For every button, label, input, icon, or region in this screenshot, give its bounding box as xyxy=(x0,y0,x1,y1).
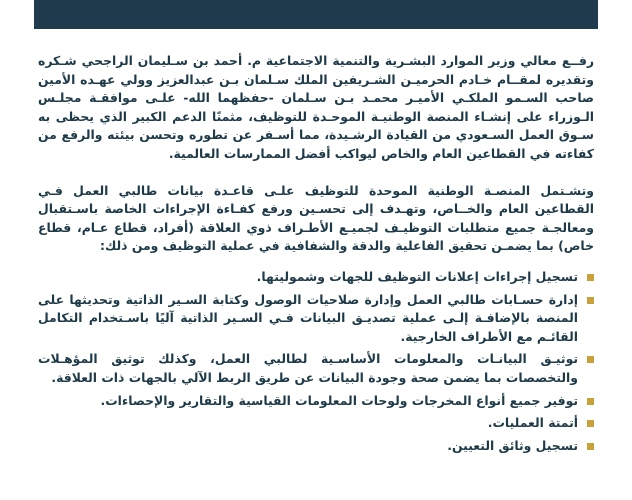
list-item xyxy=(38,392,594,411)
list-item xyxy=(38,268,594,287)
list-item-text: توثيـق البيانـات والمعلومات الأساسـية لطالبي العمل، وكذلك توثيق المؤهـلات والتخصصات بما يضمن صحة وجودة البيانات عن طريق الربط الآلي بالجهات ذات العلاقة. xyxy=(38,351,578,385)
intro-paragraph: رفــع معالي وزير الموارد البشـرية والتنمية الاجتماعية م. أحمد بن سـليمان الراجحي شـكره وتقديره لمقــام خـادم الحرميـن الشـريفين الملك سـلمان بـن عبدالعزيز وولي عهـده الأمين صاحب السـمو الملكـي الأميـر محمـد بـن سـلمان -حفظهما الله- علـى موافقـة مجلـس الـوزراء على إنشـاء المنصة الوطنيـة الموحـدة للتوظيف، مثمنًا الدعم الكبير الذي يحظى به سـوق العمل السـعودي من القيادة الرشـيدة، مما أسـفر عن تطوره وتحسن بيئته والرفع من كفاءته في القطاعين العام والخاص ليواكب أفضل الممارسات العالمية. xyxy=(38,53,594,161)
header-band xyxy=(34,0,598,29)
list-item xyxy=(38,437,594,456)
feature-list xyxy=(38,268,594,455)
list-item-text: توفير جميع أنواع المخرجات ولوحات المعلومات القياسية والتقارير والإحصاءات. xyxy=(100,392,578,408)
square-bullet-icon xyxy=(587,274,594,281)
square-bullet-icon xyxy=(587,297,594,304)
square-bullet-icon xyxy=(587,420,594,427)
list-item-text: أتمتة العمليات. xyxy=(487,415,578,431)
square-bullet-icon xyxy=(587,398,594,405)
square-bullet-icon xyxy=(587,356,594,363)
article-body xyxy=(38,52,594,459)
list-item-text: إدارة حسـابات طالبي العمل وإدارة صلاحيات الوصول وكتابة السـير الذاتية وتحديثها على المنصة بالإضافـة إلـى عملية تصديـق البيانات فـي السـير الذاتية آليًا باسـتخدام التكامل القائـم مع الأطراف الخارجية. xyxy=(38,291,578,344)
list-item-text: تسجيل إجراءات إعلانات التوظيف للجهات وشموليتها. xyxy=(256,268,578,284)
list-item-text: تسجيل وثائق التعيين. xyxy=(447,437,578,453)
platform-paragraph: وتشـتمل المنصـة الوطنية الموحدة للتوظيف علـى قاعـدة بيانات طالبي العمل فـي القطاعين العام والخــاص، وتهـدف إلى تحسـين ورفع كفـاءة الإجراءات الخاصة باسـتقبال ومعالجـة جميع متطلبات التوظيـف لجميـع الأطـراف ذوي العلاقة (أفراد، قطاع عـام، قطاع خاص) بما يضمـن تحقيق الفاعلية والدقة والشفافية في عملية التوظيف ومن ذلك: xyxy=(38,182,594,254)
square-bullet-icon xyxy=(587,443,594,450)
list-item xyxy=(38,414,594,433)
list-item xyxy=(38,350,594,387)
list-item xyxy=(38,291,594,347)
